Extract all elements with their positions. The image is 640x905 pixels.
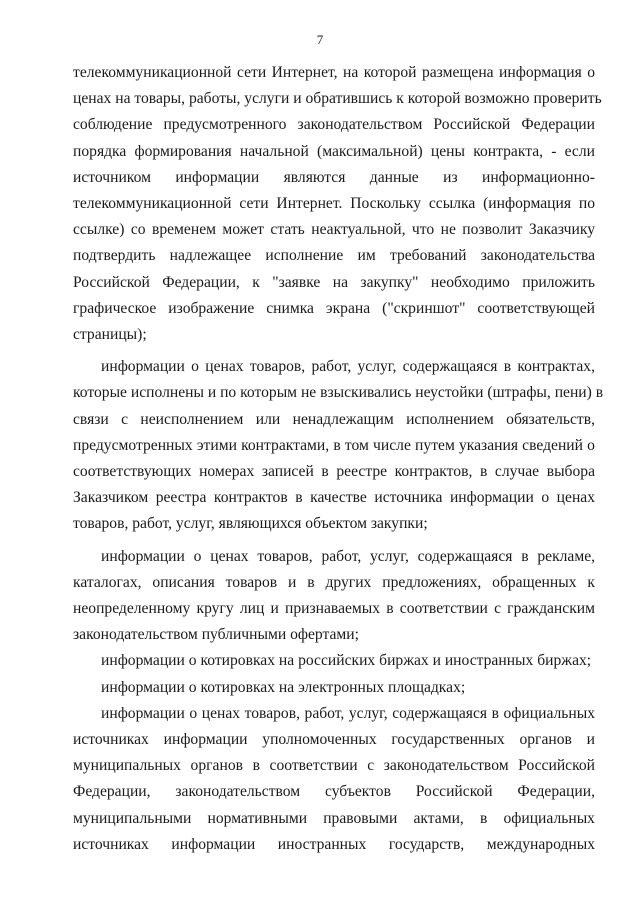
text-line: телекоммуникационной сети Интернет, на которой размещена информация о — [73, 64, 595, 81]
paragraph-3 — [73, 544, 595, 649]
text-line: законодательством публичными офертами; — [73, 626, 359, 644]
text-line: источниках информации иностранных государств, международных — [73, 835, 595, 853]
document-body — [73, 60, 604, 858]
text-line: Заказчиком реестра контрактов в качестве источника информации о ценах — [73, 489, 596, 507]
text-line: телекоммуникационной сети Интернет. Поскольку ссылка (информация по — [73, 195, 595, 213]
text-line: источниках информации уполномоченных государственных органов и — [73, 731, 595, 749]
text-line: информации о ценах товаров, работ, услуг, содержащаяся в рекламе, — [101, 547, 596, 565]
text-line: соответствующих номерах записей в реестре контрактов, в случае выбора — [73, 463, 596, 481]
text-line: порядка формирования начальной (максимальной) цены контракта, - если — [73, 142, 595, 160]
paragraph-1 — [73, 60, 602, 348]
text-line: информации о котировках на электронных площадках; — [101, 678, 466, 696]
text-line: графическое изображение снимка экрана ("скриншот" соответствующей — [73, 299, 596, 317]
text-line: источником информации являются данные из информационно- — [73, 168, 595, 186]
text-line: муниципальных органов в соответствии с законодательством Российской — [73, 757, 596, 775]
text-line: товаров, работ, услуг, являющихся объектом закупки; — [73, 515, 428, 533]
text-line: соблюдение предусмотренного законодательством Российской Федерации — [73, 116, 595, 134]
paragraph-2 — [73, 354, 604, 537]
paragraph-5 — [73, 675, 595, 701]
text-line: ссылке) со временем может стать неактуальной, что не позволит Заказчику — [73, 221, 596, 239]
text-line: муниципальными нормативными правовыми актами, в официальных — [73, 809, 595, 827]
text-line: ценах на товары, работы, услуги и обратившись к которой возможно проверить — [73, 90, 602, 108]
text-line: подтвердить надлежащее исполнение им требований законодательства — [73, 247, 596, 265]
text-line: Федерации, законодательством субъектов Российской Федерации, — [73, 783, 595, 801]
paragraph-4 — [73, 648, 595, 674]
page-number: 7 — [316, 32, 324, 47]
paragraph-6 — [73, 701, 595, 858]
text-line: информации о котировках на российских биржах и иностранных биржах; — [101, 652, 592, 670]
text-line: которые исполнены и по которым не взыскивались неустойки (штрафы, пени) в — [73, 384, 604, 402]
text-line: страницы); — [73, 326, 147, 344]
text-line: неопределенному кругу лиц и признаваемых в соответствии с гражданским — [73, 600, 595, 618]
text-line: связи с неисполнением или ненадлежащим исполнением обязательств, — [73, 410, 595, 428]
text-line: Российской Федерации, к "заявке на закупку" необходимо приложить — [73, 273, 595, 291]
text-line: предусмотренных этими контрактами, в том числе путем указания сведений о — [73, 436, 595, 454]
text-line: информации о ценах товаров, работ, услуг, содержащаяся в официальных — [101, 704, 596, 722]
text-line: информации о ценах товаров, работ, услуг, содержащаяся в контрактах, — [101, 358, 595, 376]
text-line: каталогах, описания товаров и в других предложениях, обращенных к — [73, 573, 595, 591]
